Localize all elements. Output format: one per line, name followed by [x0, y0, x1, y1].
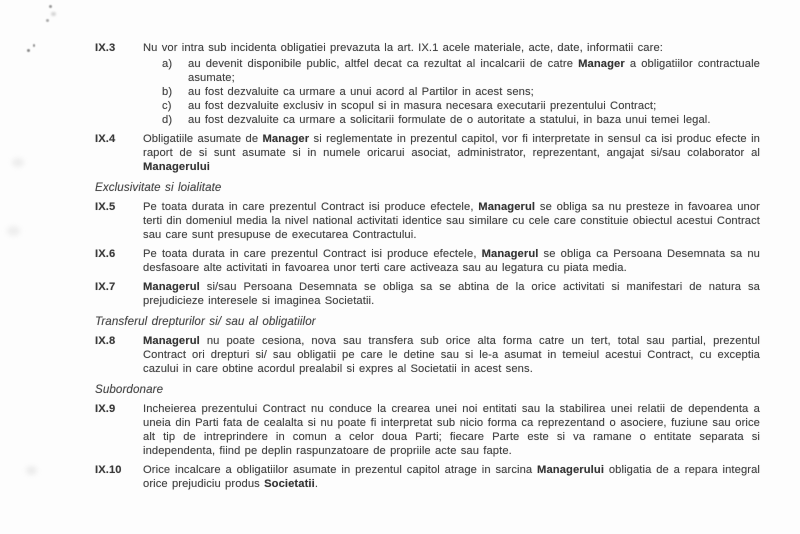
subitem-text — [188, 85, 760, 99]
text-run: au fost dezvaluite ca urmare a solicitarii formulate de o autoritate a statului, in baza unui temei legal. — [188, 114, 711, 126]
clause-text — [143, 247, 760, 275]
scan-speck — [27, 49, 30, 52]
subitem-text — [188, 57, 760, 85]
text-run: Pe toata durata in care prezentul Contract isi produce efectele, — [143, 248, 482, 260]
clause-text — [143, 463, 760, 491]
text-run: Obligatiile asumate de — [143, 133, 263, 145]
clause-number: IX.7 — [95, 281, 116, 293]
clause-number: IX.5 — [95, 201, 116, 213]
clause — [95, 132, 760, 174]
clause — [95, 463, 760, 491]
document-blocks — [95, 41, 760, 491]
text-run: se obliga ca Persoana Desemnata sa nu desfasoare alte activitati in favoarea unor terti care activeaza sau au legatura cu piata media. — [143, 248, 760, 274]
scan-speck — [46, 19, 49, 22]
subitem-text — [188, 113, 760, 127]
subitem — [162, 57, 760, 85]
clause — [95, 280, 760, 308]
clause-text — [143, 41, 760, 55]
text-run: a obligatiilor contractuale asumate; — [188, 58, 760, 84]
subitem — [162, 99, 760, 113]
bold-term: Managerul — [481, 248, 539, 260]
scan-speck — [49, 5, 52, 8]
clause — [95, 200, 760, 242]
text-run: Pe toata durata in care prezentul Contract isi produce efectele, — [143, 201, 479, 213]
bold-term: Managerul — [478, 201, 536, 213]
section-heading — [95, 315, 760, 329]
text-run: obligatia de a repara integral orice prejudiciu produs — [143, 464, 761, 490]
subitem — [162, 113, 760, 127]
clause-number: IX.6 — [95, 248, 116, 260]
clause — [95, 334, 760, 376]
clause-number: IX.8 — [95, 335, 116, 347]
scan-speck — [26, 466, 37, 475]
scan-speck — [7, 226, 20, 236]
subitem-letter: c) — [162, 100, 172, 112]
scan-speck — [51, 12, 56, 16]
subitem-letter: a) — [162, 58, 173, 70]
clause — [95, 247, 760, 275]
bold-term: Societatii — [264, 478, 315, 490]
text-run: Orice incalcare a obligatiilor asumate in prezentul capitol atrage in sarcina — [143, 464, 538, 476]
text-run: Incheierea prezentului Contract nu conduce la crearea unei noi entitati sau la stabilirea unei relatii de dependenta a uneia din Parti fata de cealalta si nu poate fi interpretat sub nicio forma ca reprezentand o asociere, fuziune sau orice alt tip de intreprindere in comun a celor doua Parti; fiecare Parte este si va ramane o entitate separata si independenta, fiind pe deplin raspunzatoare de propriile acte sau fapte. — [143, 403, 760, 457]
section-heading — [95, 383, 760, 397]
bold-term: Managerul — [143, 335, 200, 347]
clause — [95, 402, 760, 458]
text-run: si reglementate in prezentul capitol, vor fi interpretate in sensul ca isi produc efecte in raport de si sunt asumate si in numele oricarui asociat, administrator, reprezentant, angajat si/sau colaborator al — [143, 133, 760, 159]
text-run: au fost dezvaluite ca urmare a unui acord al Partilor in acest sens; — [188, 86, 534, 98]
text-run: nu poate cesiona, nova sau transfera sub orice alta forma catre un tert, total sau partial, prezentul Contract ori drepturi si/ sau obligatii pe care le detine sau si le-a asumat in temeiul acestui Contract, cu exceptia cazului in care obtine acordul prealabil si expres al Societatii in acest sens. — [143, 335, 760, 375]
text-run: si/sau Persoana Desemnata se obliga sa se abtina de la orice activitati si manifestari de natura sa prejudicieze interesele si imaginea Societatii. — [143, 281, 760, 307]
clause-text — [143, 132, 760, 174]
bold-term: Manager — [578, 58, 625, 70]
clause — [95, 41, 760, 55]
text-run: Exclusivitate si loialitate — [95, 181, 222, 194]
bold-term: Managerului — [537, 464, 605, 476]
subitem-letter: b) — [162, 86, 173, 98]
text-run: au devenit disponibile public, altfel decat ca rezultat al incalcarii de catre — [188, 58, 579, 70]
clause-text — [143, 280, 760, 308]
clause-number: IX.9 — [95, 403, 116, 415]
text-run: au fost dezvaluite exclusiv in scopul si in masura necesara executarii prezentului Contract; — [188, 100, 657, 112]
text-run: Transferul drepturilor si/ sau al obligatiilor — [95, 315, 316, 328]
text-run: se obliga sa nu presteze in favoarea unor terti din domeniul media la nivel national activitati identice sau similare cu cele care constituie obiectul acestui Contract sau care sunt presupuse de executarea Contractului. — [143, 201, 760, 241]
clause-number: IX.10 — [95, 464, 122, 476]
text-run: . — [314, 478, 319, 490]
scan-speck — [33, 44, 35, 47]
text-run: Subordonare — [95, 383, 164, 396]
section-heading — [95, 181, 760, 195]
clause-text — [143, 200, 760, 242]
clause-text — [143, 402, 760, 458]
subitem-text — [188, 99, 760, 113]
subitem — [162, 85, 760, 99]
bold-term: Manager — [262, 133, 310, 145]
bold-term: Managerului — [143, 161, 210, 173]
subitem-letter: d) — [162, 114, 173, 126]
clause-number: IX.3 — [95, 42, 116, 54]
text-run: Nu vor intra sub incidenta obligatiei prevazuta la art. IX.1 acele materiale, acte, date, informatii care: — [143, 42, 663, 54]
bold-term: Managerul — [143, 281, 200, 293]
clause-number: IX.4 — [95, 133, 116, 145]
clause-text — [143, 334, 760, 376]
scan-speck — [12, 158, 24, 167]
